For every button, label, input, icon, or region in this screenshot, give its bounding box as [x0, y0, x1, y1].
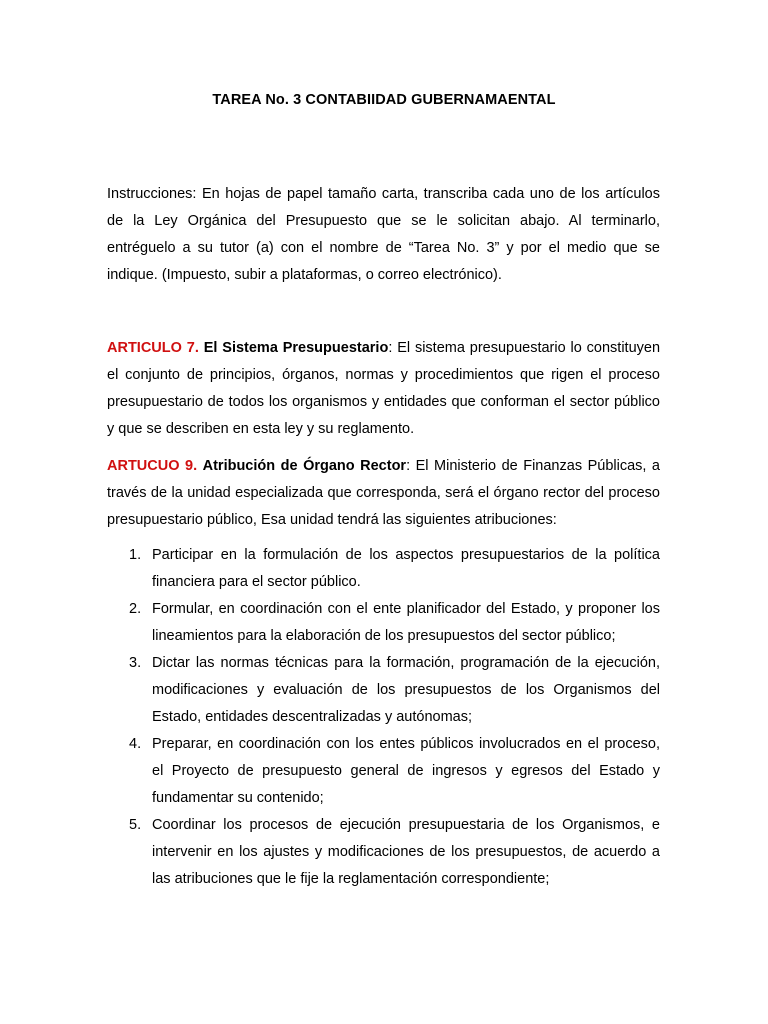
- list-item-text: Preparar, en coordinación con los entes públicos involucrados en el proceso, el Proyecto de presupuesto general de ingresos y egresos del Estado y fundamentar su contenido;: [152, 736, 660, 806]
- article-7-label: ARTICULO 7.: [107, 340, 199, 356]
- list-item-number: 3.: [129, 655, 142, 671]
- article-7-heading: El Sistema Presupuestario: [203, 340, 389, 356]
- article-7-paragraph: [107, 335, 660, 443]
- article-7-text: : El sistema presupuestario lo constituyen el conjunto de principios, órganos, normas y procedimientos que rigen el proceso presupuestario de todos los organismos y entidades que conforman el sector público y que se describen en esta ley y su reglamento.: [107, 340, 661, 437]
- list-item-text: Participar en la formulación de los aspectos presupuestarios de la política financiera para el sector público.: [152, 547, 660, 590]
- list-item: [107, 812, 660, 893]
- list-item-number: 2.: [129, 601, 142, 617]
- list-item-text: Coordinar los procesos de ejecución presupuestaria de los Organismos, e intervenir en los ajustes y modificaciones de los presupuestos, de acuerdo a las atribuciones que le fije la reglamentación correspondiente;: [152, 817, 660, 887]
- article-9-paragraph: [107, 453, 660, 534]
- list-item: [107, 731, 660, 812]
- list-item-number: 4.: [129, 736, 142, 752]
- list-item: [107, 596, 660, 650]
- attributions-list: [107, 542, 660, 893]
- article-9-heading: Atribución de Órgano Rector: [202, 458, 407, 474]
- article-9-label: ARTUCUO 9.: [107, 458, 198, 474]
- list-item-text: Dictar las normas técnicas para la formación, programación de la ejecución, modificaciones y evaluación de los presupuestos de los Organismos del Estado, entidades descentralizadas y autónomas;: [152, 655, 660, 725]
- list-item: [107, 542, 660, 596]
- list-item-number: 5.: [129, 817, 142, 833]
- instructions-paragraph: Instrucciones: En hojas de papel tamaño carta, transcriba cada uno de los artículos de la Ley Orgánica del Presupuesto que se le solicitan abajo. Al terminarlo, entréguelo a su tutor (a) con el nombre de “Tarea No. 3” y por el medio que se indique. (Impuesto, subir a plataformas, o correo electrónico).: [107, 186, 660, 283]
- document-title: TAREA No. 3 CONTABIIDAD GUBERNAMAENTAL: [212, 92, 556, 108]
- list-item-text: Formular, en coordinación con el ente planificador del Estado, y proponer los lineamientos para la elaboración de los presupuestos del sector público;: [152, 601, 660, 644]
- list-item-number: 1.: [129, 547, 142, 563]
- list-item: [107, 650, 660, 731]
- article-9-text: : El Ministerio de Finanzas Públicas, a través de la unidad especializada que corresponda, será el órgano rector del proceso presupuestario público, Esa unidad tendrá las siguientes atribuciones:: [107, 458, 660, 528]
